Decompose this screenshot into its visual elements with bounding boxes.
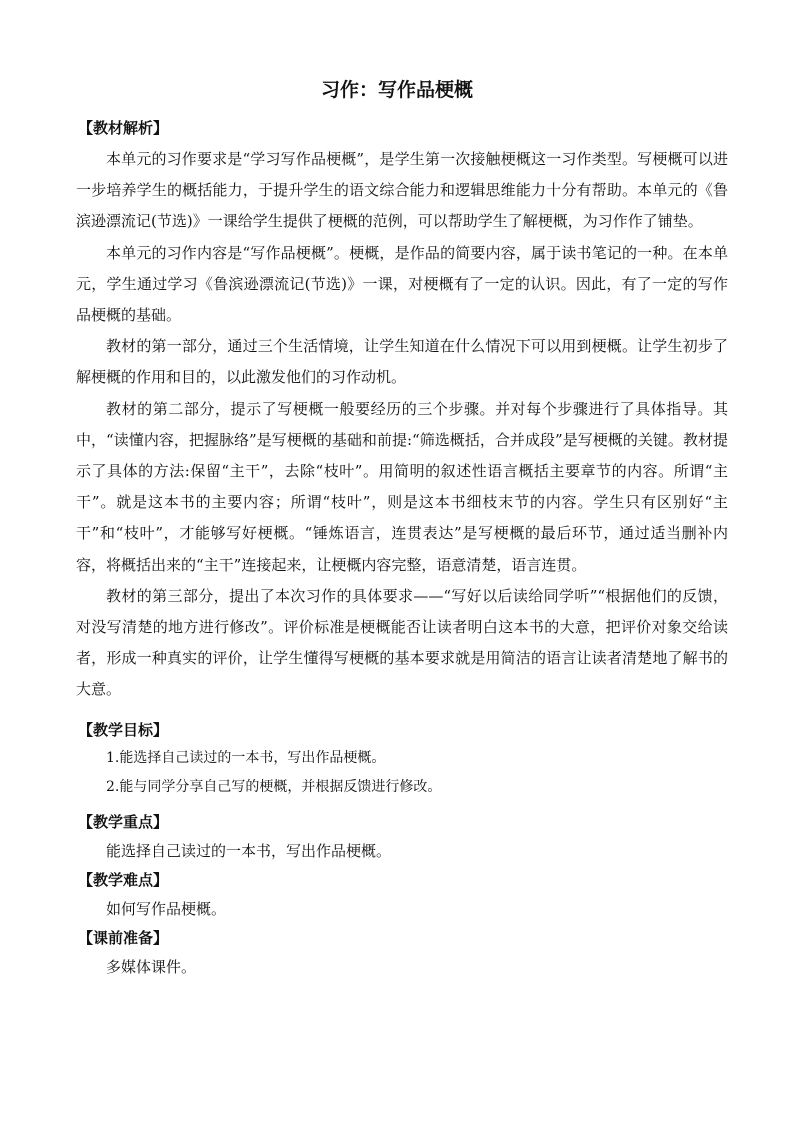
goal-item: 2.能与同学分享自己写的梗概，并根据反馈进行修改。 (106, 778, 442, 795)
difficulty-text: 如何写作品梗概。 (106, 899, 227, 918)
analysis-paragraph: 教材的第一部分，通过三个生活情境，让学生知道在什么情况下可以用到梗概。让学生初步了解梗概的作用和目的，以此激发他们的习作动机。 (76, 337, 728, 387)
analysis-paragraph: 教材的第三部分，提出了本次习作的具体要求——“写好以后读给同学听”“根据他们的反馈，对没写清楚的地方进行修改”。评价标准是梗概能否让读者明白这本书的大意，把评价对象交给读者，形成一种真实的评价，让学生懂得写梗概的基本要求就是用简洁的语言让读者清楚地了解书的大意。 (76, 586, 728, 699)
analysis-paragraph: 本单元的习作要求是“学习写作品梗概”，是学生第一次接触梗概这一习作类型。写梗概可以进一步培养学生的概括能力，于提升学生的语文综合能力和逻辑思维能力十分有帮助。本单元的《鲁滨逊漂流记(节选)》一课给学生提供了梗概的范例，可以帮助学生了解梗概，为习作作了铺垫。 (76, 150, 728, 231)
goal-item: 1.能选择自己读过的一本书，写出作品梗概。 (106, 749, 386, 766)
goals-heading: 【教学目标】 (78, 720, 169, 739)
preparation-text: 多媒体课件。 (106, 957, 197, 976)
document-body (76, 114, 728, 982)
preparation-heading: 【课前准备】 (78, 928, 169, 947)
key-point-heading: 【教学重点】 (78, 812, 169, 831)
difficulty-heading: 【教学难点】 (78, 870, 169, 889)
analysis-paragraph: 教材的第二部分，提示了写梗概一般要经历的三个步骤。并对每个步骤进行了具体指导。其中，“读懂内容，把握脉络”是写梗概的基础和前提:“筛选概括，合并成段”是写梗概的关键。教材提示了具体的方法:保留“主干”，去除“枝叶”。用简明的叙述性语言概括主要章节的内容。所谓“主干”。就是这本书的主要内容；所谓“枝叶”，则是这本书细枝末节的内容。学生只有区别好“主干”和“枝叶”，才能够写好梗概。“锤炼语言，连贯表达”是写梗概的最后环节，通过适当删补内容，将概括出来的“主干”连接起来，让梗概内容完整，语意清楚，语言连贯。 (76, 399, 728, 574)
analysis-heading: 【教材解析】 (78, 119, 169, 137)
analysis-section (76, 144, 728, 706)
analysis-paragraph: 本单元的习作内容是“写作品梗概”。梗概，是作品的简要内容，属于读书笔记的一种。在本单元，学生通过学习《鲁滨逊漂流记(节选)》一课，对梗概有了一定的认识。因此，有了一定的写作品梗概的基础。 (76, 243, 728, 325)
document-title: 习作：写作品梗概 (320, 79, 473, 101)
key-point-text: 能选择自己读过的一本书，写出作品梗概。 (106, 841, 392, 860)
